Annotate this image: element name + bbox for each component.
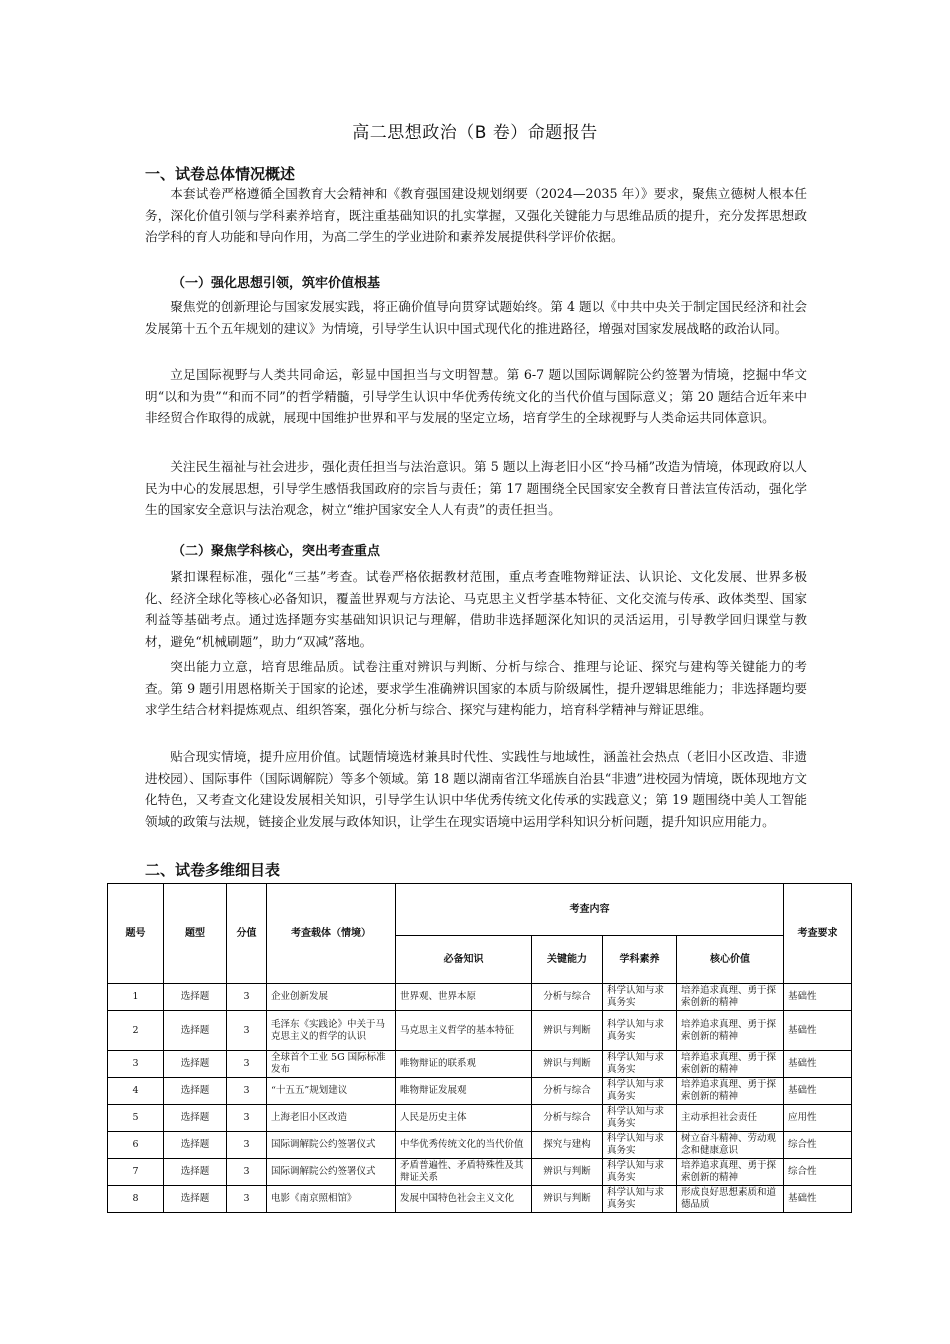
table-row: [108, 1105, 852, 1132]
header-value: 核心价值: [677, 936, 784, 984]
cell-no: 4: [108, 1078, 164, 1105]
sub1-paragraph-3: 关注民生福祉与社会进步，强化责任担当与法治意识。第 5 题以上海老旧小区“拎马桶”改造为情境，体现政府以人民为中心的发展思想，引导学生感悟我国政府的宗旨与责任；第 17 题围绕全民国家安全教育日普法宣传活动，强化学生的国家安全意识与法治观念，树立“维护国家安全人人有责”的责任担当。: [145, 459, 807, 518]
cell-ability: 分析与综合: [532, 1078, 603, 1105]
cell-requirement: 基础性: [784, 1051, 852, 1078]
cell-knowledge: 唯物辩证的联系观: [396, 1051, 532, 1078]
cell-requirement: 基础性: [784, 1078, 852, 1105]
section1-heading: 一、试卷总体情况概述: [145, 165, 296, 183]
cell-type: 选择题: [164, 1159, 227, 1186]
cell-ability: 分析与综合: [532, 984, 603, 1011]
cell-value: 培养追求真理、勇于探索创新的精神: [677, 1051, 784, 1078]
cell-literacy: 科学认知与求真务实: [603, 1159, 677, 1186]
cell-literacy: 科学认知与求真务实: [603, 1078, 677, 1105]
cell-knowledge: 矛盾普遍性、矛盾特殊性及其辩证关系: [396, 1159, 532, 1186]
cell-score: 3: [227, 1105, 267, 1132]
cell-literacy: 科学认知与求真务实: [603, 984, 677, 1011]
cell-ability: 辨识与判断: [532, 1051, 603, 1078]
cell-no: 8: [108, 1186, 164, 1213]
cell-no: 7: [108, 1159, 164, 1186]
cell-knowledge: 人民是历史主体: [396, 1105, 532, 1132]
cell-value: 形成良好思想素质和道德品质: [677, 1186, 784, 1213]
cell-literacy: 科学认知与求真务实: [603, 1186, 677, 1213]
sub2-heading: （二）聚焦学科核心，突出考查重点: [172, 544, 381, 559]
header-requirement: 考查要求: [784, 884, 852, 984]
table-row: [108, 1078, 852, 1105]
cell-value: 培养追求真理、勇于探索创新的精神: [677, 1159, 784, 1186]
cell-value: 主动承担社会责任: [677, 1105, 784, 1132]
page-title: 高二思想政治（B 卷）命题报告: [352, 123, 598, 143]
cell-no: 6: [108, 1132, 164, 1159]
sub2-paragraph-2: 突出能力立意，培育思维品质。试卷注重对辨识与判断、分析与综合、推理与论证、探究与建构等关键能力的考查。第 9 题引用恩格斯关于国家的论述，要求学生准确辨识国家的本质与阶级属性，提升逻辑思维能力；非选择题均要求学生结合材料提炼观点、组织答案，强化分析与综合、探究与建构能力，培育科学精神与辩证思维。: [145, 659, 807, 718]
cell-score: 3: [227, 1186, 267, 1213]
header-ability: 关键能力: [532, 936, 603, 984]
cell-type: 选择题: [164, 1132, 227, 1159]
cell-carrier: 上海老旧小区改造: [267, 1105, 396, 1132]
cell-ability: 分析与综合: [532, 1105, 603, 1132]
cell-requirement: 基础性: [784, 1011, 852, 1051]
cell-literacy: 科学认知与求真务实: [603, 1011, 677, 1051]
sub2-paragraph-1: 紧扣课程标准，强化“三基”考查。试卷严格依据教材范围，重点考查唯物辩证法、认识论、文化发展、世界多极化、经济全球化等核心必备知识，覆盖世界观与方法论、马克思主义哲学基本特征、文化交流与传承、政体类型、国家利益等基础考点。通过选择题夯实基础知识识记与理解，借助非选择题深化知识的灵活运用，引导教学回归课堂与教材，避免“机械刷题”，助力“双减”落地。: [145, 569, 807, 649]
cell-score: 3: [227, 1159, 267, 1186]
cell-type: 选择题: [164, 1011, 227, 1051]
cell-knowledge: 世界观、世界本原: [396, 984, 532, 1011]
cell-score: 3: [227, 984, 267, 1011]
cell-score: 3: [227, 1132, 267, 1159]
table-row: [108, 1159, 852, 1186]
cell-carrier: 企业创新发展: [267, 984, 396, 1011]
header-no: 题号: [108, 884, 164, 984]
cell-ability: 辨识与判断: [532, 1159, 603, 1186]
table-row: [108, 1186, 852, 1213]
cell-type: 选择题: [164, 1105, 227, 1132]
cell-score: 3: [227, 1011, 267, 1051]
table-row: [108, 1132, 852, 1159]
cell-no: 5: [108, 1105, 164, 1132]
section2-heading: 二、试卷多维细目表: [145, 861, 281, 879]
cell-knowledge: 发展中国特色社会主义文化: [396, 1186, 532, 1213]
header-content: 考查内容: [396, 884, 784, 936]
cell-type: 选择题: [164, 1051, 227, 1078]
cell-carrier: 国际调解院公约签署仪式: [267, 1132, 396, 1159]
cell-literacy: 科学认知与求真务实: [603, 1105, 677, 1132]
cell-value: 培养追求真理、勇于探索创新的精神: [677, 984, 784, 1011]
cell-no: 1: [108, 984, 164, 1011]
cell-knowledge: 中华优秀传统文化的当代价值: [396, 1132, 532, 1159]
cell-requirement: 综合性: [784, 1132, 852, 1159]
cell-carrier: 电影《南京照相馆》: [267, 1186, 396, 1213]
cell-requirement: 基础性: [784, 1186, 852, 1213]
cell-value: 培养追求真理、勇于探索创新的精神: [677, 1078, 784, 1105]
cell-ability: 探究与建构: [532, 1132, 603, 1159]
table-row: [108, 1011, 852, 1051]
cell-requirement: 基础性: [784, 984, 852, 1011]
sub1-heading: （一）强化思想引领，筑牢价值根基: [172, 276, 381, 291]
cell-value: 树立奋斗精神、劳动观念和健康意识: [677, 1132, 784, 1159]
cell-literacy: 科学认知与求真务实: [603, 1051, 677, 1078]
cell-type: 选择题: [164, 1078, 227, 1105]
table-row: [108, 1051, 852, 1078]
cell-carrier: 全球首个工业 5G 国际标准发布: [267, 1051, 396, 1078]
cell-carrier: 国际调解院公约签署仪式: [267, 1159, 396, 1186]
sub1-paragraph-1: 聚焦党的创新理论与国家发展实践，将正确价值导向贯穿试题始终。第 4 题以《中共中央关于制定国民经济和社会发展第十五个五年规划的建议》为情境，引导学生认识中国式现代化的推进路径，增强对国家发展战略的政治认同。: [145, 299, 807, 336]
sub1-paragraph-2: 立足国际视野与人类共同命运，彰显中国担当与文明智慧。第 6-7 题以国际调解院公约签署为情境，挖掘中华文明“以和为贵”“和而不同”的哲学精髓，引导学生认识中华优秀传统文化的当代价值与国际意义；第 20 题结合近年来中非经贸合作取得的成就，展现中国维护世界和平与发展的坚定立场，培育学生的全球视野与人类命运共同体意识。: [145, 367, 807, 426]
cell-literacy: 科学认知与求真务实: [603, 1132, 677, 1159]
cell-no: 2: [108, 1011, 164, 1051]
cell-carrier: 毛泽东《实践论》中关于马克思主义的哲学的认识: [267, 1011, 396, 1051]
cell-ability: 辨识与判断: [532, 1186, 603, 1213]
cell-type: 选择题: [164, 1186, 227, 1213]
detail-table: [107, 883, 852, 1213]
header-score: 分值: [227, 884, 267, 984]
header-knowledge: 必备知识: [396, 936, 532, 984]
cell-no: 3: [108, 1051, 164, 1078]
cell-knowledge: 马克思主义哲学的基本特征: [396, 1011, 532, 1051]
header-literacy: 学科素养: [603, 936, 677, 984]
header-type: 题型: [164, 884, 227, 984]
header-carrier: 考查载体（情境）: [267, 884, 396, 984]
cell-score: 3: [227, 1078, 267, 1105]
cell-carrier: “十五五”规划建议: [267, 1078, 396, 1105]
cell-requirement: 综合性: [784, 1159, 852, 1186]
cell-score: 3: [227, 1051, 267, 1078]
cell-requirement: 应用性: [784, 1105, 852, 1132]
cell-ability: 辨识与判断: [532, 1011, 603, 1051]
table-row: [108, 984, 852, 1011]
section1-intro: 本套试卷严格遵循全国教育大会精神和《教育强国建设规划纲要（2024—2035 年）》要求，聚焦立德树人根本任务，深化价值引领与学科素养培育，既注重基础知识的扎实掌握，又强化关键能力与思维品质的提升，充分发挥思想政治学科的育人功能和导向作用，为高二学生的学业进阶和素养发展提供科学评价依据。: [145, 186, 807, 245]
cell-value: 培养追求真理、勇于探索创新的精神: [677, 1011, 784, 1051]
cell-knowledge: 唯物辩证发展观: [396, 1078, 532, 1105]
cell-type: 选择题: [164, 984, 227, 1011]
sub2-paragraph-3: 贴合现实情境，提升应用价值。试题情境选材兼具时代性、实践性与地域性，涵盖社会热点（老旧小区改造、非遗进校园）、国际事件（国际调解院）等多个领域。第 18 题以湖南省江华瑶族自治县“非遗”进校园为情境，既体现地方文化特色，又考查文化建设发展相关知识，引导学生认识中华优秀传统文化传承的实践意义；第 19 题围绕中美人工智能领域的政策与法规，链接企业发展与政体知识，让学生在现实语境中运用学科知识分析问题，提升知识应用能力。: [145, 749, 807, 829]
